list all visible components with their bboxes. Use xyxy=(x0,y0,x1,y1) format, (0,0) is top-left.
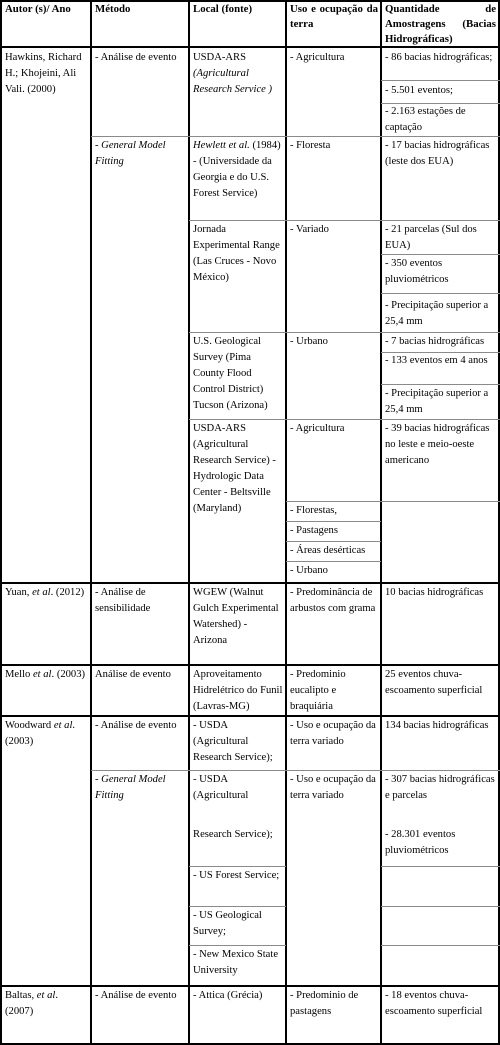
woodward-local-2d: - US Geological Survey; xyxy=(193,910,262,937)
baltas-autor: Baltas, et al. (2007) xyxy=(5,990,58,1017)
hawkins-q-2: - 17 bacias hidrográficas (leste dos EUA) xyxy=(385,140,490,167)
hawkins-uso-2: - Floresta xyxy=(290,140,331,151)
q-rule-1 xyxy=(381,80,500,81)
l-rule-3 xyxy=(189,945,286,946)
yuan-q: 10 bacias hidrográficas xyxy=(385,587,484,598)
hawkins-uso-5c: - Pastagens xyxy=(290,525,338,536)
l-rule-2 xyxy=(189,906,286,907)
u-rule-1 xyxy=(286,501,381,502)
hawkins-q-4b: - 133 eventos em 4 anos xyxy=(385,355,488,366)
yuan-uso: - Predominância de arbustos com grama xyxy=(290,587,376,614)
woodward-metodo-2 xyxy=(92,772,188,806)
mello-autor: Mello et al. (2003) xyxy=(5,669,86,680)
u-rule-3 xyxy=(286,541,381,542)
header-quantidade: Quantidade de Amostragens (Bacias Hidrográficas) xyxy=(385,3,496,45)
hawkins-uso-5e: - Urbano xyxy=(290,565,328,576)
hawkins-q-3c: - Precipitação superior a 25,4 mm xyxy=(385,300,489,327)
woodward-autor: Woodward et al. (2003) xyxy=(5,720,76,747)
header-rule xyxy=(0,46,500,48)
hawkins-local-1-desc: (Agricultural Research Service ) xyxy=(193,68,273,95)
hawkins-local-2-desc: (1984) - (Universidade da Georgia e do U.S. Forest Service) xyxy=(193,140,281,199)
u-rule-2 xyxy=(286,521,381,522)
woodward-local-1: - USDA (Agricultural Research Service); xyxy=(193,720,273,763)
q-rule-7 xyxy=(381,501,500,502)
hawkins-local-2-author: Hewlett et al. xyxy=(193,140,250,151)
woodward-local-2a: - USDA (Agricultural xyxy=(193,774,249,801)
header-metodo: Método xyxy=(95,3,131,15)
hawkins-metodo-2 xyxy=(92,138,188,172)
baltas-local: - Attica (Grécia) xyxy=(193,990,263,1001)
hawkins-autor: Hawkins, Richard H.; Khojeini, Ali Vali. (2000) xyxy=(5,52,82,95)
u-rule-4 xyxy=(286,561,381,562)
q-rule-4 xyxy=(381,293,500,294)
yuan-local: WGEW (Walnut Gulch Experimental Watershed) - Arizona xyxy=(193,587,279,646)
hawkins-q-5: - 39 bacias hidrográficas no leste e meio-oeste americano xyxy=(385,423,490,466)
hawkins-local-3: Jornada Experimental Range (Las Cruces - Novo México) xyxy=(193,224,280,283)
header-autor: Autor (s)/ Ano xyxy=(5,3,71,15)
hawkins-uso-5a: - Agricultura xyxy=(290,423,345,434)
woodward-q-1: 134 bacias hidrográficas xyxy=(385,720,489,731)
woodward-local-2e: - New Mexico State University xyxy=(193,949,279,976)
hawkins-uso-5b: - Florestas, xyxy=(290,505,338,516)
hawkins-uso-5d: - Áreas desérticas xyxy=(290,545,366,556)
hawkins-q-1c: - 2.163 estações de captação xyxy=(385,106,466,133)
sub-rule-4 xyxy=(189,419,500,420)
hawkins-q-1a: - 86 bacias hidrográficas; xyxy=(385,52,493,63)
q-rule-8 xyxy=(381,866,500,867)
group-rule-mello xyxy=(0,664,500,666)
woodward-metodo-1: - Análise de evento xyxy=(95,720,177,731)
baltas-q: - 18 eventos chuva-escoamento superficial xyxy=(385,990,483,1017)
hawkins-q-1b: - 5.501 eventos; xyxy=(385,85,453,96)
hawkins-local-4: U.S. Geological Survey (Pima County Flood Control District) Tucson (Arizona) xyxy=(193,336,268,411)
mello-q: 25 eventos chuva-escoamento superficial xyxy=(385,669,483,696)
woodward-local-2b: Research Service); xyxy=(193,829,273,840)
hawkins-local-5: USDA-ARS (Agricultural Research Service) - Hydrologic Data Center - Beltsville (Maryland) xyxy=(193,423,276,514)
q-rule-6 xyxy=(381,384,500,385)
woodward-q-2b: - 28.301 eventos pluviométricos xyxy=(385,829,456,856)
hawkins-q-3a: - 21 parcelas (Sul dos EUA) xyxy=(385,224,477,251)
q-rule-10 xyxy=(381,945,500,946)
group-rule-baltas xyxy=(0,985,500,987)
hawkins-local-2 xyxy=(190,138,285,220)
header-uso: Uso e ocupação da terra xyxy=(290,3,378,30)
baltas-metodo: - Análise de evento xyxy=(95,990,177,1001)
yuan-metodo: - Análise de sensibilidade xyxy=(95,587,151,614)
mello-metodo: Análise de evento xyxy=(95,669,171,680)
woodward-q-2a: - 307 bacias hidrográficas e parcelas xyxy=(385,774,495,801)
hawkins-metodo-2-text: - General Model Fitting xyxy=(95,140,166,167)
l-rule-1 xyxy=(189,866,286,867)
hawkins-local-1 xyxy=(190,50,285,135)
woodward-uso-1: - Uso e ocupação da terra variado xyxy=(290,720,376,747)
sub-rule-5 xyxy=(91,770,500,771)
q-rule-9 xyxy=(381,906,500,907)
hawkins-q-3b: - 350 eventos pluviométricos xyxy=(385,258,449,285)
group-rule-woodward xyxy=(0,715,500,717)
sub-rule-3 xyxy=(189,332,500,333)
hawkins-uso-1: - Agricultura xyxy=(290,52,345,63)
yuan-autor: Yuan, et al. (2012) xyxy=(5,587,85,598)
header-local: Local (fonte) xyxy=(193,3,253,15)
hawkins-local-1-name: USDA-ARS xyxy=(193,52,246,63)
hawkins-metodo-1: - Análise de evento xyxy=(95,52,177,63)
mello-local: Aproveitamento Hidrelétrico do Funil (Lavras-MG) xyxy=(193,669,283,712)
table-border-left xyxy=(0,0,2,1045)
q-rule-3 xyxy=(381,254,500,255)
woodward-metodo-2-text: - General Model Fitting xyxy=(95,774,166,801)
woodward-local-2c: - US Forest Service; xyxy=(193,870,280,881)
mello-uso: - Predominio eucalipto e braquiária xyxy=(290,669,346,712)
sub-rule-2 xyxy=(189,220,500,221)
baltas-uso: - Predominio de pastagens xyxy=(290,990,359,1017)
woodward-uso-2: - Uso e ocupação da terra variado xyxy=(290,774,376,801)
hawkins-uso-3: - Variado xyxy=(290,224,329,235)
hawkins-q-4a: - 7 bacias hidrográficas xyxy=(385,336,485,347)
hawkins-uso-4: - Urbano xyxy=(290,336,328,347)
sub-rule-1 xyxy=(91,136,500,137)
hawkins-q-4c: - Precipitação superior a 25,4 mm xyxy=(385,388,489,415)
group-rule-yuan xyxy=(0,582,500,584)
